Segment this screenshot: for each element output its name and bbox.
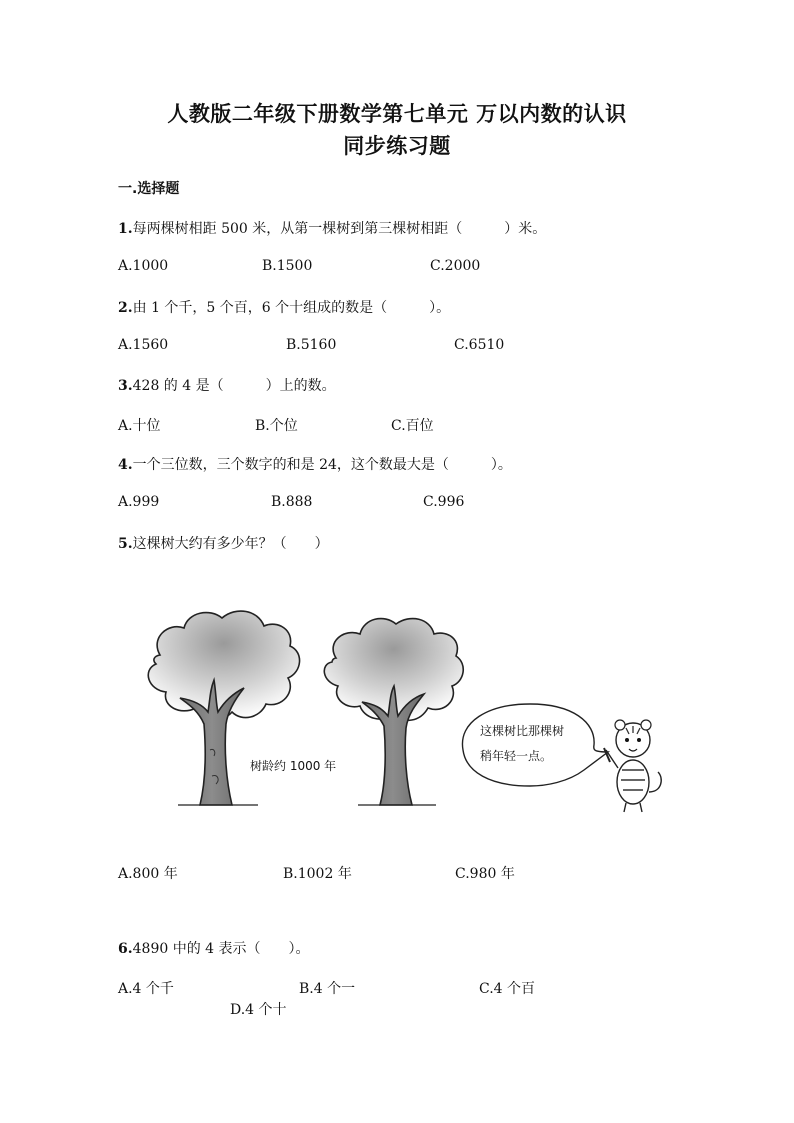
option-b[interactable]: B.5160 — [286, 337, 337, 353]
option-b[interactable]: B.1500 — [262, 258, 313, 274]
option-b[interactable]: B.888 — [271, 494, 313, 510]
option-b[interactable]: B.4 个一 — [299, 981, 356, 997]
option-a[interactable]: A.1000 — [118, 258, 169, 274]
worksheet-title: 人教版二年级下册数学第七单元 万以内数的认识 — [167, 101, 627, 126]
option-c[interactable]: C.百位 — [391, 418, 434, 434]
speech-line-1: 这棵树比那棵树 — [480, 724, 565, 738]
section-heading: 一.选择题 — [118, 181, 180, 197]
question-text: 4890 中的 4 表示（ ）。 — [132, 941, 310, 957]
question-number: 2. — [118, 300, 133, 316]
question-6 — [118, 938, 310, 958]
question-text: 一个三位数，三个数字的和是 24，这个数最大是（ ）。 — [132, 457, 512, 473]
question-text: 这棵树大约有多少年？（ ） — [132, 536, 329, 552]
tree-age-label: 树龄约 1000 年 — [250, 759, 337, 773]
question-2 — [118, 297, 450, 317]
tiger-cub-icon — [604, 720, 661, 812]
speech-line-2: 稍年轻一点。 — [480, 749, 553, 763]
young-tree — [324, 619, 463, 805]
option-c[interactable]: C.980 年 — [455, 866, 515, 882]
question-number: 1. — [118, 221, 133, 237]
question-number: 3. — [118, 378, 133, 394]
question-text: 每两棵树相距 500 米，从第一棵树到第三棵树相距（ ）米。 — [132, 221, 547, 237]
option-c[interactable]: C.996 — [423, 494, 465, 510]
speech-bubble — [462, 704, 608, 786]
question-number: 5. — [118, 536, 133, 552]
option-a[interactable]: A.1560 — [118, 337, 169, 353]
option-a[interactable]: A.十位 — [118, 418, 161, 434]
old-tree — [148, 611, 299, 805]
question-4 — [118, 454, 512, 474]
question-5 — [118, 533, 329, 553]
question-text: 由 1 个千，5 个百，6 个十组成的数是（ ）。 — [132, 300, 451, 316]
question-1 — [118, 218, 546, 238]
question-number: 4. — [118, 457, 133, 473]
question-number: 6. — [118, 941, 133, 957]
worksheet-subtitle: 同步练习题 — [343, 133, 451, 158]
tree-age-illustration — [118, 600, 678, 815]
option-d[interactable]: D.4 个十 — [230, 1002, 287, 1018]
option-b[interactable]: B.1002 年 — [283, 866, 352, 882]
option-a[interactable]: A.999 — [118, 494, 160, 510]
option-a[interactable]: A.4 个千 — [118, 981, 174, 997]
option-c[interactable]: C.2000 — [430, 258, 481, 274]
option-b[interactable]: B.个位 — [255, 418, 298, 434]
option-c[interactable]: C.6510 — [454, 337, 505, 353]
question-3 — [118, 375, 336, 395]
option-c[interactable]: C.4 个百 — [479, 981, 536, 997]
question-text: 428 的 4 是（ ）上的数。 — [132, 378, 336, 394]
option-a[interactable]: A.800 年 — [118, 866, 178, 882]
